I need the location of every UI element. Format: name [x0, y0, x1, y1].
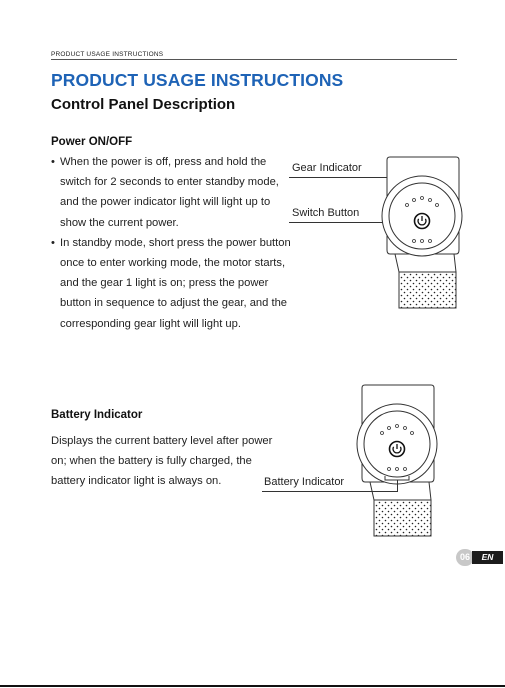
- language-tag: EN: [472, 551, 503, 564]
- power-heading: Power ON/OFF: [51, 136, 133, 148]
- battery-indicator-leader-line: [262, 491, 398, 492]
- power-bullet-list: [51, 152, 291, 334]
- battery-indicator-leader-vertical: [397, 480, 398, 492]
- power-bullet-standby: • When the power is off, press and hold the switch for 2 seconds to enter standby mode, and the power indicator light will light up to show the current power.: [51, 152, 291, 233]
- battery-description: Displays the current battery level after power on; when the battery is fully charged, the battery indicator light is always on.: [51, 435, 273, 488]
- massage-gun-illustration-battery: [345, 378, 445, 540]
- page-number-badge: 06: [456, 549, 474, 566]
- footer-divider: [0, 685, 505, 687]
- switch-button-callout: Switch Button: [292, 207, 360, 219]
- section-title: Control Panel Description: [51, 96, 236, 113]
- gear-indicator-callout: Gear Indicator: [292, 162, 362, 174]
- battery-heading: Battery Indicator: [51, 409, 143, 421]
- page-title: PRODUCT USAGE INSTRUCTIONS: [51, 70, 344, 90]
- battery-indicator-callout: Battery Indicator: [264, 476, 345, 488]
- running-header: PRODUCT USAGE INSTRUCTIONS: [51, 51, 164, 58]
- massage-gun-illustration-power: [370, 150, 470, 312]
- header-divider: [51, 59, 457, 60]
- power-bullet-working: • In standby mode, short press the power button once to enter working mode, the motor starts, and the gear 1 light is on; press the power button in sequence to adjust the gear, and the corresponding gear light will light up.: [51, 233, 291, 334]
